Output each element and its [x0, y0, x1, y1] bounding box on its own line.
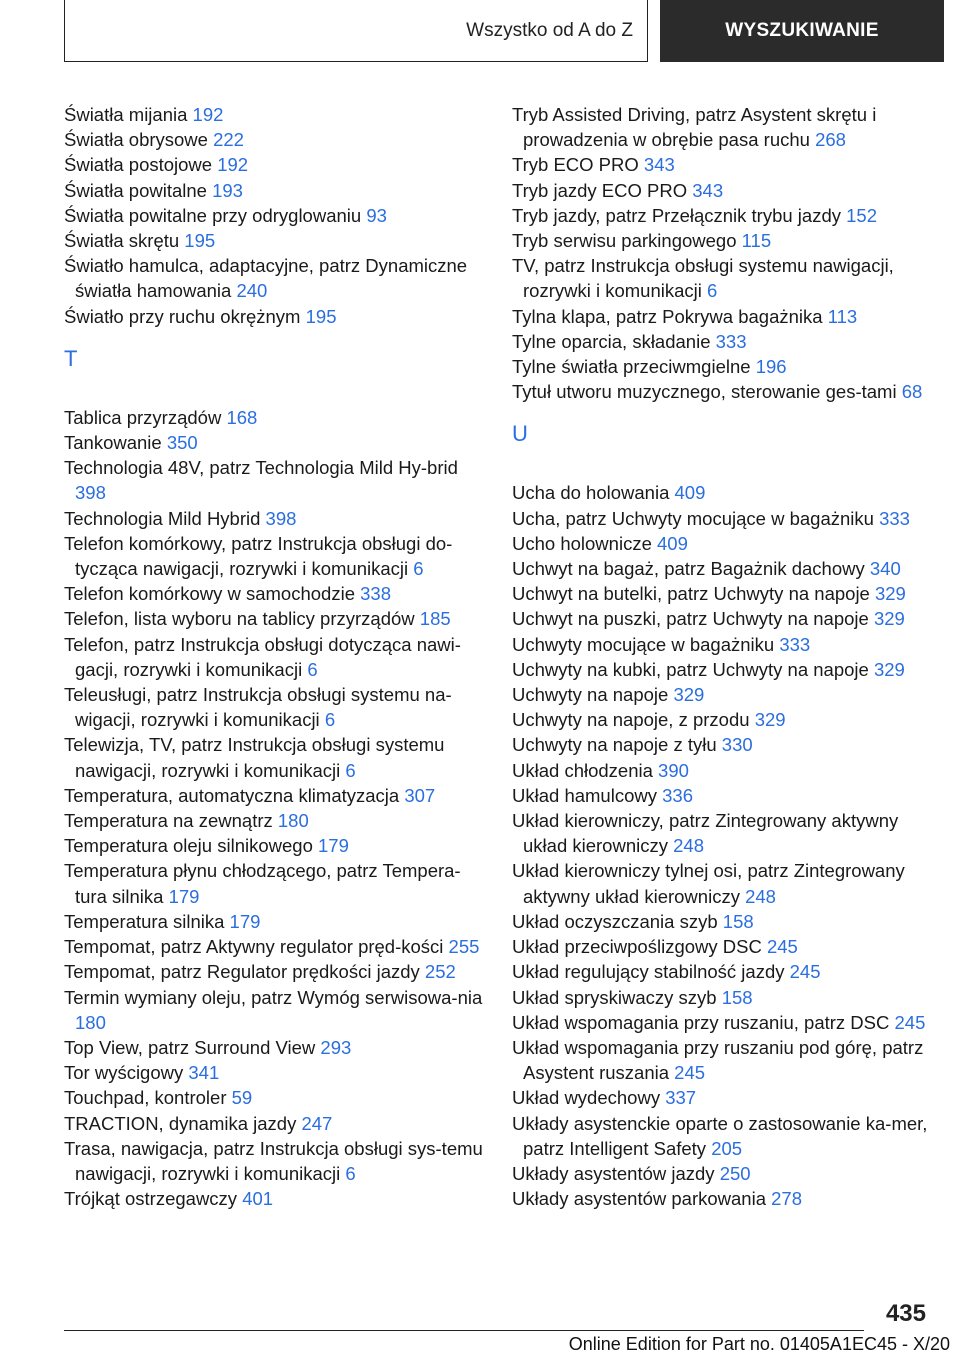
- index-entry: [64, 909, 484, 934]
- index-entry: [64, 985, 484, 1035]
- page-reference-link[interactable]: 185: [419, 608, 451, 630]
- page-reference-link[interactable]: 341: [188, 1062, 220, 1084]
- index-entry-text: Światła obrysowe: [64, 129, 208, 151]
- footer-divider: [64, 1330, 864, 1331]
- index-entry: [512, 707, 932, 732]
- page-reference-link[interactable]: 337: [665, 1087, 697, 1109]
- index-entry: [512, 329, 932, 354]
- page-reference-link[interactable]: 245: [766, 936, 798, 958]
- page-reference-link[interactable]: 293: [320, 1036, 352, 1058]
- index-entry: [512, 304, 932, 329]
- page-reference-link[interactable]: 6: [324, 709, 336, 731]
- index-entry: [512, 203, 932, 228]
- page-reference-link[interactable]: 195: [305, 305, 337, 327]
- index-entry-text: Trójkąt ostrzegawczy: [64, 1188, 238, 1210]
- index-entry: [64, 732, 484, 782]
- index-entry-text: Tor wyścigowy: [64, 1062, 184, 1084]
- index-entry-text: Światła powitalne: [64, 179, 207, 201]
- page-reference-link[interactable]: 179: [318, 835, 349, 857]
- index-entry-text: Światło przy ruchu okrężnym: [64, 305, 301, 327]
- index-entry-text: Touchpad, kontroler: [64, 1087, 227, 1109]
- page-reference-link[interactable]: 179: [168, 885, 200, 907]
- index-entry: [512, 379, 932, 404]
- index-entry-text: Tryb serwisu parkingowego: [512, 230, 737, 252]
- index-entry-text: Światła skrętu: [64, 230, 180, 252]
- index-entry-text: Układy asystenckie oparte o zastosowanie ka‐mer, patrz Intelligent Safety: [512, 1112, 928, 1159]
- index-entry-text: Uchwyt na bagaż, patrz Bagażnik dachowy: [512, 558, 865, 580]
- index-entry-text: Technologia Mild Hybrid: [64, 507, 261, 529]
- index-entry: [512, 178, 932, 203]
- index-entry: [512, 732, 932, 757]
- index-column-right: [512, 102, 932, 1211]
- index-letter-heading: T: [64, 345, 78, 371]
- page-reference-link[interactable]: 68: [901, 381, 923, 403]
- index-entry: [512, 758, 932, 783]
- index-entry: [512, 682, 932, 707]
- index-entry-text: Tryb ECO PRO: [512, 154, 639, 176]
- index-entry: [64, 808, 484, 833]
- page-reference-link[interactable]: 180: [277, 810, 309, 832]
- index-entry-text: Tylne światła przeciwmgielne: [512, 356, 751, 378]
- page-number: 435: [885, 1300, 926, 1327]
- page-reference-link[interactable]: 245: [674, 1062, 706, 1084]
- page-reference-link[interactable]: 333: [779, 633, 811, 655]
- index-entry: [512, 783, 932, 808]
- index-entry: [512, 1010, 932, 1035]
- index-entry: [64, 127, 484, 152]
- page-header: [64, 0, 944, 64]
- index-entry: [512, 985, 932, 1010]
- page-reference-link[interactable]: 6: [345, 1162, 356, 1184]
- index-entry: [512, 253, 932, 303]
- index-entry: [64, 1186, 484, 1211]
- index-entry-text: Technologia 48V, patrz Technologia Mild Hy‐brid: [64, 457, 458, 479]
- index-entry-text: Układ oczyszczania szyb: [512, 910, 718, 932]
- index-entry: [512, 228, 932, 253]
- index-entry: [512, 1085, 932, 1110]
- edition-text: Online Edition for Part no. 01405A1EC45 - X/20: [568, 1334, 950, 1354]
- index-entry-text: Uchwyt na puszki, patrz Uchwyty na napoje: [512, 608, 869, 630]
- index-entry: [64, 858, 484, 908]
- page-reference-link[interactable]: 329: [873, 608, 905, 630]
- page-reference-link[interactable]: 168: [226, 406, 258, 428]
- index-entry-text: Temperatura na zewnątrz: [64, 810, 273, 832]
- index-entry: [512, 506, 932, 531]
- search-tab[interactable]: [660, 0, 944, 62]
- index-entry-text: Światła powitalne przy odryglowaniu: [64, 204, 362, 226]
- index-entry: [64, 1085, 484, 1110]
- index-entry: [512, 1035, 932, 1085]
- page-reference-link[interactable]: 333: [715, 330, 747, 352]
- index-entry-text: Tylna klapa, patrz Pokrywa bagażnika: [512, 305, 823, 327]
- index-entry: [512, 1111, 932, 1161]
- index-entry: [512, 808, 932, 858]
- index-entry: [64, 455, 484, 505]
- index-entry: [64, 783, 484, 808]
- index-entry: [64, 959, 484, 984]
- page-reference-link[interactable]: 340: [869, 558, 901, 580]
- index-entry-text: Tylne oparcia, składanie: [512, 330, 711, 352]
- index-entry-text: Ucha, patrz Uchwyty mocujące w bagażniku: [512, 507, 874, 529]
- index-entry: [64, 304, 484, 329]
- index-entry-text: Tempomat, patrz Aktywny regulator pręd‐kości: [64, 936, 444, 958]
- search-tab-label: WYSZUKIWANIE: [725, 20, 879, 41]
- index-entry: [64, 1035, 484, 1060]
- page-reference-link[interactable]: 180: [75, 1011, 106, 1033]
- index-entry-text: Teleusługi, patrz Instrukcja obsługi systemu na‐wigacji, rozrywki i komunikacji: [64, 684, 452, 731]
- index-entry: [512, 531, 932, 556]
- index-entry-text: Układ regulujący stabilność jazdy: [512, 961, 785, 983]
- index-entry-text: Układ przeciwpoślizgowy DSC: [512, 936, 762, 958]
- index-entry: [64, 632, 484, 682]
- page-reference-link[interactable]: 115: [741, 230, 772, 252]
- index-entry-text: Tankowanie: [64, 432, 162, 454]
- page-reference-link[interactable]: 329: [673, 684, 705, 706]
- index-entry: [64, 934, 484, 959]
- index-entry: [512, 657, 932, 682]
- index-entry: [512, 959, 932, 984]
- index-entry-text: Temperatura, automatyczna klimatyzacja: [64, 784, 400, 806]
- index-entry: [512, 606, 932, 631]
- index-entry-text: TRACTION, dynamika jazdy: [64, 1112, 297, 1134]
- index-entry: [512, 1186, 932, 1211]
- index-entry-text: Układ kierowniczy tylnej osi, patrz Zintegrowany aktywny układ kierowniczy: [512, 860, 905, 907]
- index-entry: [512, 354, 932, 379]
- page-reference-link[interactable]: 248: [673, 835, 704, 857]
- index-entry-text: Uchwyty na napoje, z przodu: [512, 709, 750, 731]
- page-reference-link[interactable]: 179: [229, 910, 261, 932]
- index-entry-text: Tempomat, patrz Regulator prędkości jazdy: [64, 961, 420, 983]
- index-entry-text: Ucha do holowania: [512, 482, 670, 504]
- index-entry: [64, 178, 484, 203]
- section-tab-label: Wszystko od A do Z: [466, 19, 633, 41]
- page-reference-link[interactable]: 240: [236, 280, 268, 302]
- index-entry-text: Tryb jazdy, patrz Przełącznik trybu jazdy: [512, 204, 841, 226]
- page-reference-link[interactable]: 248: [745, 885, 776, 907]
- index-entry: [64, 1060, 484, 1085]
- index-entry-text: Układ chłodzenia: [512, 759, 653, 781]
- page-reference-link[interactable]: 252: [424, 961, 456, 983]
- index-entry: [64, 682, 484, 732]
- index-entry-text: Ucho holownicze: [512, 532, 652, 554]
- index-entry-text: Układy asystentów jazdy: [512, 1162, 715, 1184]
- page-reference-link[interactable]: 329: [874, 583, 906, 605]
- index-entry-text: Tryb jazdy ECO PRO: [512, 179, 688, 201]
- page-reference-link[interactable]: 205: [711, 1137, 743, 1159]
- page-reference-link[interactable]: 59: [231, 1087, 253, 1109]
- index-letter-heading: U: [512, 421, 528, 447]
- index-entry: [512, 1161, 932, 1186]
- page-reference-link[interactable]: 6: [345, 759, 356, 781]
- page-reference-link[interactable]: 6: [307, 658, 318, 680]
- page-reference-link[interactable]: 343: [692, 179, 724, 201]
- index-entry: [512, 556, 932, 581]
- page-reference-link[interactable]: 158: [721, 986, 753, 1008]
- page-reference-link[interactable]: 195: [184, 230, 216, 252]
- index-entry: [512, 152, 932, 177]
- page-reference-link[interactable]: 113: [827, 305, 858, 327]
- page-reference-link[interactable]: 398: [75, 482, 106, 504]
- index-entry: [512, 581, 932, 606]
- index-entry: [64, 405, 484, 430]
- index-entry-text: Układ wspomagania przy ruszaniu pod górę, patrz Asystent ruszania: [512, 1036, 924, 1084]
- page-reference-link[interactable]: 192: [217, 154, 249, 176]
- index-entry: [64, 430, 484, 455]
- page-reference-link[interactable]: 329: [873, 658, 905, 680]
- page-reference-link[interactable]: 398: [265, 507, 297, 529]
- index-entry-text: Telewizja, TV, patrz Instrukcja obsługi systemu nawigacji, rozrywki i komunikacji: [64, 734, 445, 781]
- index-entry: [512, 909, 932, 934]
- page-reference-link[interactable]: 278: [771, 1188, 803, 1210]
- page-reference-link[interactable]: 338: [360, 583, 392, 605]
- section-tab[interactable]: [64, 0, 648, 62]
- index-entry: [64, 102, 484, 127]
- page-reference-link[interactable]: 390: [658, 759, 689, 781]
- page-reference-link[interactable]: 268: [815, 129, 846, 151]
- page-reference-link[interactable]: 192: [192, 104, 224, 125]
- index-entry-text: Temperatura silnika: [64, 910, 225, 932]
- index-entry-text: TV, patrz Instrukcja obsługi systemu nawigacji, rozrywki i komunikacji: [512, 255, 894, 302]
- index-entry-text: Układ kierowniczy, patrz Zintegrowany aktywny układ kierowniczy: [512, 810, 899, 857]
- index-entry: [64, 203, 484, 228]
- index-entry: [64, 606, 484, 631]
- index-entry: [64, 228, 484, 253]
- index-entry: [64, 152, 484, 177]
- index-entry-text: Uchwyty na napoje z tyłu: [512, 734, 717, 756]
- index-entry: [64, 1111, 484, 1136]
- index-entry-text: Temperatura oleju silnikowego: [64, 835, 313, 857]
- page-reference-link[interactable]: 245: [894, 1011, 926, 1033]
- index-entry-text: Układ wydechowy: [512, 1087, 661, 1109]
- index-entry-text: Termin wymiany oleju, patrz Wymóg serwisowa‐nia: [64, 986, 483, 1008]
- index-entry-text: Układ wspomagania przy ruszaniu, patrz DSC: [512, 1011, 890, 1033]
- index-entry: [512, 632, 932, 657]
- index-entry-text: Tytuł utworu muzycznego, sterowanie ges‐tami: [512, 381, 897, 403]
- page-reference-link[interactable]: 329: [754, 709, 786, 731]
- page-reference-link[interactable]: 255: [448, 936, 480, 958]
- index-entry: [512, 102, 932, 152]
- index-entry-text: Tryb Assisted Driving, patrz Asystent skrętu i prowadzenia w obrębie pasa ruchu: [512, 104, 877, 151]
- index-entry-text: Uchwyt na butelki, patrz Uchwyty na napoje: [512, 583, 870, 605]
- index-entry-text: Uchwyty na kubki, patrz Uchwyty na napoje: [512, 658, 869, 680]
- page-reference-link[interactable]: 343: [643, 154, 675, 176]
- page-reference-link[interactable]: 222: [213, 129, 244, 151]
- index-entry-text: Układy asystentów parkowania: [512, 1188, 766, 1210]
- page-reference-link[interactable]: 333: [879, 507, 910, 529]
- page-reference-link[interactable]: 93: [366, 204, 387, 226]
- page-reference-link[interactable]: 401: [242, 1188, 274, 1210]
- index-entry: [64, 531, 484, 581]
- index-entry: [64, 253, 484, 303]
- index-entry-text: Układ spryskiwaczy szyb: [512, 986, 717, 1008]
- page-reference-link[interactable]: 245: [789, 961, 821, 983]
- index-entry: [512, 480, 932, 505]
- index-entry: [64, 1136, 484, 1186]
- index-entry-text: Trasa, nawigacja, patrz Instrukcja obsługi sys‐temu nawigacji, rozrywki i komunikacji: [64, 1137, 483, 1184]
- index-entry: [64, 506, 484, 531]
- index-entry: [512, 858, 932, 908]
- page-reference-link[interactable]: 330: [721, 734, 753, 756]
- index-entry-text: Światło hamulca, adaptacyjne, patrz Dynamiczne światła hamowania: [64, 255, 468, 302]
- page-reference-link[interactable]: 158: [722, 910, 754, 932]
- index-entry-text: Tablica przyrządów: [64, 406, 222, 428]
- index-entry-text: Telefon, lista wyboru na tablicy przyrządów: [64, 608, 415, 630]
- page-reference-link[interactable]: 6: [413, 558, 424, 580]
- index-column-left: [64, 102, 484, 1211]
- index-entry-text: Top View, patrz Surround View: [64, 1036, 316, 1058]
- index-entry-text: Telefon komórkowy w samochodzie: [64, 583, 355, 605]
- index-entry: [64, 833, 484, 858]
- page-reference-link[interactable]: 250: [719, 1162, 751, 1184]
- page-reference-link[interactable]: 307: [404, 784, 436, 806]
- page-reference-link[interactable]: 350: [166, 432, 198, 454]
- page-reference-link[interactable]: 247: [301, 1112, 333, 1134]
- index-entry-text: Telefon, patrz Instrukcja obsługi dotycząca nawi‐gacji, rozrywki i komunikacji: [64, 633, 461, 680]
- index-entry-text: Światła mijania: [64, 104, 188, 125]
- index-entry-text: Uchwyty na napoje: [512, 684, 669, 706]
- page-reference-link[interactable]: 409: [674, 482, 706, 504]
- index-entry-text: Układ hamulcowy: [512, 784, 657, 806]
- page-reference-link[interactable]: 336: [662, 784, 693, 806]
- index-entry-text: Temperatura płynu chłodzącego, patrz Tempera‐tura silnika: [64, 860, 461, 907]
- page-reference-link[interactable]: 193: [212, 179, 243, 201]
- index-entry: [64, 581, 484, 606]
- page-reference-link[interactable]: 196: [755, 356, 787, 378]
- page-reference-link[interactable]: 152: [846, 204, 878, 226]
- page-reference-link[interactable]: 409: [657, 532, 688, 554]
- index-entry-text: Światła postojowe: [64, 154, 213, 176]
- index-entry: [512, 934, 932, 959]
- index-entry-text: Uchwyty mocujące w bagażniku: [512, 633, 775, 655]
- index-entry-text: Telefon komórkowy, patrz Instrukcja obsługi do‐tycząca nawigacji, rozrywki i komunikacji: [64, 532, 453, 580]
- page-reference-link[interactable]: 6: [707, 280, 718, 302]
